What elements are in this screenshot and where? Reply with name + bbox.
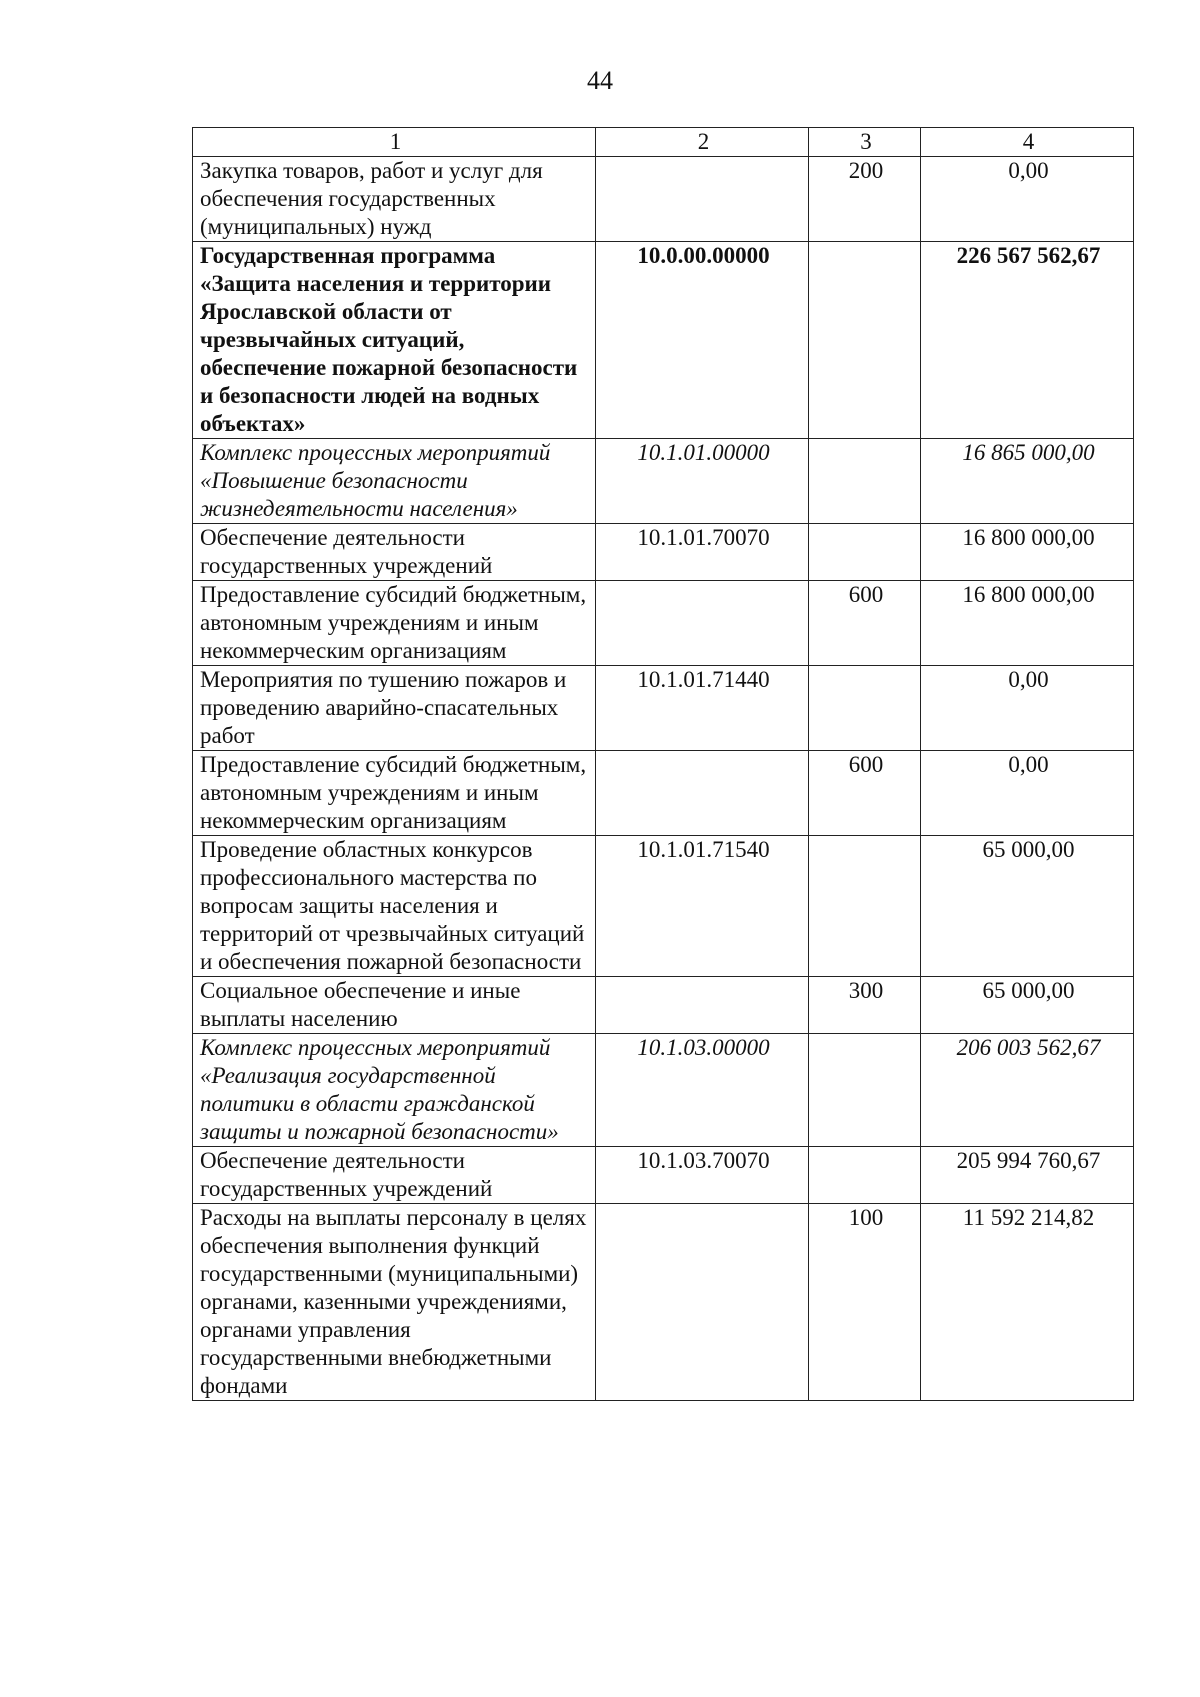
row-type-cell: [809, 666, 921, 751]
table-row: [193, 581, 1134, 666]
row-type-cell: [809, 439, 921, 524]
row-amount-cell: 16 800 000,00: [921, 524, 1134, 581]
table-row: [193, 1147, 1134, 1204]
table-row: [193, 666, 1134, 751]
table-row: [193, 524, 1134, 581]
row-code-cell: [596, 1204, 809, 1401]
row-type-cell: 600: [809, 581, 921, 666]
row-name-cell: Комплекс процессных мероприятий «Повышение безопасности жизнедеятельности населения»: [193, 439, 596, 524]
table-row: [193, 751, 1134, 836]
row-amount-cell: 0,00: [921, 666, 1134, 751]
row-name-cell: Государственная программа «Защита населения и территории Ярославской области от чрезвычайных ситуаций, обеспечение пожарной безопасности и безопасности людей на водных объектах»: [193, 242, 596, 439]
row-name-cell: Расходы на выплаты персоналу в целях обеспечения выполнения функций государственными (муниципальными) органами, казенными учреждениями, органами управления государственными внебюджетными фондами: [193, 1204, 596, 1401]
row-name-cell: Проведение областных конкурсов профессионального мастерства по вопросам защиты населения и территорий от чрезвычайных ситуаций и обеспечения пожарной безопасности: [193, 836, 596, 977]
header-cell-1: 1: [193, 128, 596, 157]
row-name-cell: Обеспечение деятельности государственных учреждений: [193, 1147, 596, 1204]
row-code-cell: 10.1.01.00000: [596, 439, 809, 524]
table-row: [193, 1204, 1134, 1401]
header-cell-2: 2: [596, 128, 809, 157]
row-type-cell: 200: [809, 157, 921, 242]
row-code-cell: [596, 157, 809, 242]
table-row: [193, 157, 1134, 242]
budget-table: [192, 127, 1134, 1401]
row-amount-cell: 65 000,00: [921, 977, 1134, 1034]
row-name-cell: Обеспечение деятельности государственных учреждений: [193, 524, 596, 581]
row-type-cell: [809, 242, 921, 439]
table-row: [193, 439, 1134, 524]
table-header-row: [193, 128, 1134, 157]
row-name-cell: Социальное обеспечение и иные выплаты населению: [193, 977, 596, 1034]
row-type-cell: 100: [809, 1204, 921, 1401]
row-amount-cell: 205 994 760,67: [921, 1147, 1134, 1204]
header-cell-4: 4: [921, 128, 1134, 157]
row-amount-cell: 0,00: [921, 751, 1134, 836]
row-code-cell: [596, 977, 809, 1034]
row-name-cell: Комплекс процессных мероприятий «Реализация государственной политики в области гражданской защиты и пожарной безопасности»: [193, 1034, 596, 1147]
row-code-cell: 10.1.01.71440: [596, 666, 809, 751]
row-code-cell: [596, 751, 809, 836]
table-row: [193, 1034, 1134, 1147]
page-number: 44: [587, 66, 613, 95]
table-row: [193, 977, 1134, 1034]
row-type-cell: 600: [809, 751, 921, 836]
row-amount-cell: 11 592 214,82: [921, 1204, 1134, 1401]
row-amount-cell: 226 567 562,67: [921, 242, 1134, 439]
row-type-cell: [809, 836, 921, 977]
row-code-cell: 10.0.00.00000: [596, 242, 809, 439]
row-amount-cell: 16 800 000,00: [921, 581, 1134, 666]
row-amount-cell: 206 003 562,67: [921, 1034, 1134, 1147]
row-type-cell: [809, 524, 921, 581]
row-code-cell: 10.1.01.70070: [596, 524, 809, 581]
row-amount-cell: 65 000,00: [921, 836, 1134, 977]
row-code-cell: 10.1.03.00000: [596, 1034, 809, 1147]
row-amount-cell: 0,00: [921, 157, 1134, 242]
table-row: [193, 836, 1134, 977]
row-code-cell: 10.1.03.70070: [596, 1147, 809, 1204]
row-type-cell: [809, 1034, 921, 1147]
header-cell-3: 3: [809, 128, 921, 157]
row-code-cell: [596, 581, 809, 666]
table-row: [193, 242, 1134, 439]
row-type-cell: [809, 1147, 921, 1204]
row-code-cell: 10.1.01.71540: [596, 836, 809, 977]
row-name-cell: Предоставление субсидий бюджетным, автономным учреждениям и иным некоммерческим организациям: [193, 751, 596, 836]
row-name-cell: Закупка товаров, работ и услуг для обеспечения государственных (муниципальных) нужд: [193, 157, 596, 242]
row-name-cell: Мероприятия по тушению пожаров и проведению аварийно-спасательных работ: [193, 666, 596, 751]
row-name-cell: Предоставление субсидий бюджетным, автономным учреждениям и иным некоммерческим организациям: [193, 581, 596, 666]
row-type-cell: 300: [809, 977, 921, 1034]
row-amount-cell: 16 865 000,00: [921, 439, 1134, 524]
